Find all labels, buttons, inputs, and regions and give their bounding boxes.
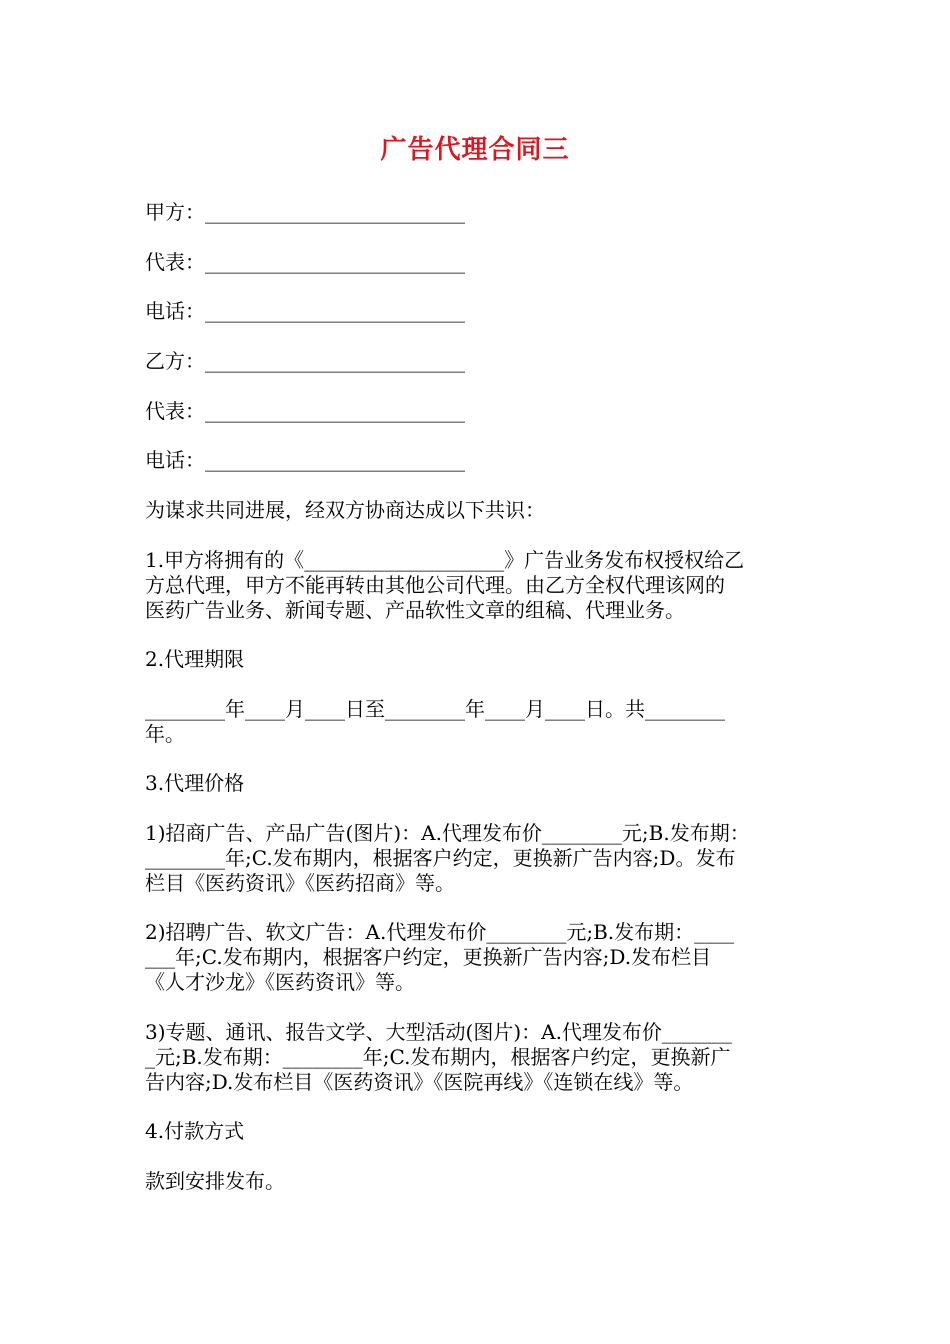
clause-3-item-3-line: 3)专题、通讯、报告文学、大型活动(图片)：A.代理发布价_______ xyxy=(145,1020,732,1044)
clause-1-line: 医药广告业务、新闻专题、产品软性文章的组稿、代理业务。 xyxy=(145,598,685,622)
party-b-rep-field: 代表：__________________________ xyxy=(145,399,465,423)
clause-3-item-2-line: 2)招聘广告、软文广告：A.代理发布价________元;B.发布期：____ xyxy=(145,920,735,944)
clause-3-item-3 xyxy=(145,1020,815,1095)
clause-3-item-1 xyxy=(145,821,815,896)
clause-2-line: 年。 xyxy=(145,722,185,746)
clause-4-body: 款到安排发布。 xyxy=(145,1169,285,1193)
clause-3-item-3-line: 告内容;D.发布栏目《医药资讯》《医院再线》《连锁在线》等。 xyxy=(145,1070,694,1094)
clause-2-heading: 2.代理期限 xyxy=(145,647,245,671)
clause-1-line: 方总代理，甲方不能再转由其他公司代理。由乙方全权代理该网的 xyxy=(145,573,725,597)
intro-paragraph: 为谋求共同进展，经双方协商达成以下共识： xyxy=(145,498,545,522)
clause-3-heading: 3.代理价格 xyxy=(145,771,245,795)
clause-3-item-1-line: 1)招商广告、产品广告(图片)：A.代理发布价________元;B.发布期： xyxy=(145,821,750,845)
clause-1 xyxy=(145,548,815,623)
clause-3-item-2 xyxy=(145,920,815,995)
party-b-field: 乙方：__________________________ xyxy=(145,349,465,373)
party-a-rep-field: 代表：__________________________ xyxy=(145,250,465,274)
clause-2-line: ________年____月____日至________年____月____日。共________ xyxy=(145,697,725,721)
document-title: 广告代理合同三 xyxy=(380,135,570,165)
party-a-phone-field: 电话：__________________________ xyxy=(145,299,465,323)
clause-3-item-2-line: 《人才沙龙》《医药资讯》等。 xyxy=(145,970,415,994)
clause-4-heading: 4.付款方式 xyxy=(145,1119,245,1143)
clause-3-item-1-line: 栏目《医药资讯》《医药招商》等。 xyxy=(145,871,455,895)
clause-3-item-2-line: ___年;C.发布期内，根据客户约定，更换新广告内容;D.发布栏目 xyxy=(145,945,712,969)
party-a-field: 甲方：__________________________ xyxy=(145,200,465,224)
clause-2-body xyxy=(145,697,815,747)
party-b-phone-field: 电话：__________________________ xyxy=(145,448,465,472)
clause-3-item-3-line: _元;B.发布期：________年;C.发布期内，根据客户约定，更换新广 xyxy=(145,1045,731,1069)
clause-1-line: 1.甲方将拥有的《____________________》广告业务发布权授权给乙 xyxy=(145,548,745,572)
clause-3-item-1-line: ________年;C.发布期内，根据客户约定，更换新广告内容;D。发布 xyxy=(145,846,736,870)
